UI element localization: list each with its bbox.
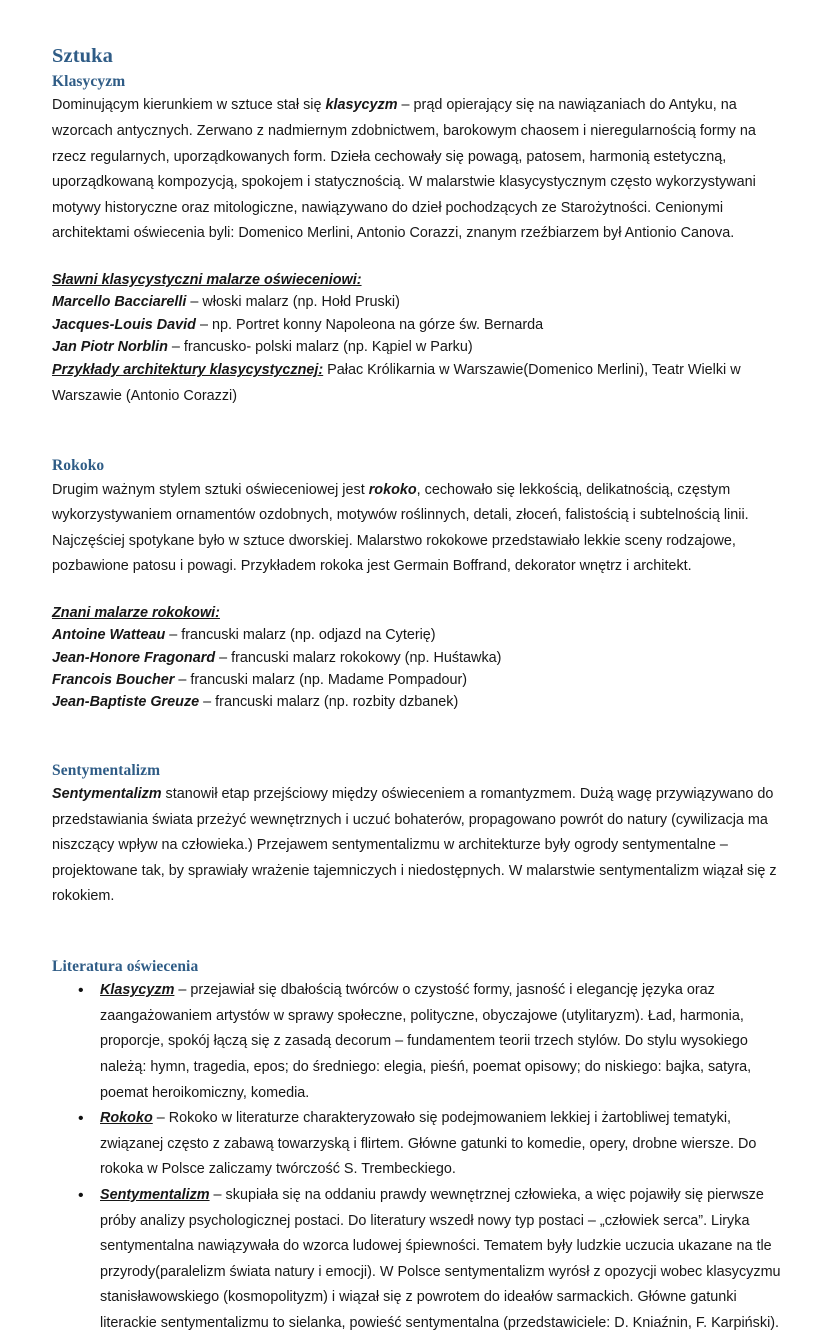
section-heading-klasycyzm: Klasycyzm [52,73,126,90]
klasycyzm-architecture-label: Przykłady architektury klasycystycznej: [52,362,324,379]
painter-name: Francois Boucher [52,671,175,688]
paragraph-sentymentalizm-emphasis: Sentymentalizm [52,785,162,802]
klasycyzm-painters-title-text: Sławni klasycystyczni malarze oświeceniowi: [52,271,362,288]
painter-desc: – francuski malarz (np. odjazd na Cyterię) [165,627,436,644]
list-item-term: Rokoko [100,1110,153,1127]
painter-desc: – włoski malarz (np. Hołd Pruski) [186,294,400,311]
section-heading-rokoko: Rokoko [52,457,105,475]
spacer [52,748,792,761]
document-body [52,44,792,1337]
paragraph-rokoko-emphasis: rokoko [368,481,417,498]
painter-name: Jan Piotr Norblin [52,338,168,355]
painter-desc: – francuski malarz rokokowy (np. Huśtawka) [215,649,502,666]
list-item-text: – Rokoko w literaturze charakteryzowało się podejmowaniem lekkiej i żartobliwej tematyki, związanej często z zabawą towarzyską i flirtem. Główne gatunki to komedie, opery, drobne wiersze. Do rokoka w Polsce zaliczamy twórczość S. Trembeckiego. [100,1110,757,1178]
rokoko-painter-item [52,624,792,646]
spacer [52,409,792,443]
rokoko-painters-title [52,602,792,624]
spacer [52,247,792,269]
paragraph-klasycyzm-emphasis: klasycyzm [325,97,398,114]
section-heading-sentymentalizm: Sentymentalizm [52,761,161,779]
klasycyzm-painter-item [52,314,792,336]
paragraph-rokoko [52,478,792,580]
painter-desc: – francuski malarz (np. Madame Pompadour) [174,671,468,688]
rokoko-painter-item [52,669,792,691]
list-item [52,1106,792,1183]
rokoko-painter-item [52,691,792,713]
list-item [52,978,792,1106]
klasycyzm-painters-title [52,269,792,291]
page-title: Sztuka [52,45,113,67]
section-heading-literatura: Literatura oświecenia [52,957,199,975]
spacer [52,443,792,456]
painter-desc: – np. Portret konny Napoleona na górze św. Bernarda [195,316,544,333]
painter-desc: – francusko- polski malarz (np. Kąpiel w Parku) [167,338,473,355]
painter-name: Jacques-Louis David [52,316,196,333]
painter-desc: – francuski malarz (np. rozbity dzbanek) [199,694,459,711]
list-item [52,1183,792,1337]
paragraph-klasycyzm-rest: – prąd opierający się na nawiązaniach do Antyku, na wzorcach antycznych. Zerwano z nadmiernym zdobnictwem, barokowym chaosem i nieregularnością formy na rzecz regularnych, uporządkowanych form. Dzieła cechowały się powagą, patosem, harmonią estetyczną, uporządkowaną kompozycją, spokojem i statycznością. W malarstwie klasycystycznym często wykorzystywani motywy historyczne oraz mitologiczne, nawiązywano do dzieł pochodzących ze Starożytności. Cenionymi architektami oświecenia byli: Domenico Merlini, Antonio Corazzi, znanym rzeźbiarzem był Antionio Canova. [52,97,756,242]
paragraph-sentymentalizm-rest: stanowił etap przejściowy między oświeceniem a romantyzmem. Dużą wagę przywiązywano do przedstawiania świata przeżyć wewnętrznych i uczuć bohaterów, propagowano powrót do natury (cywilizacja ma niszczący wpływ na człowieka.) Przejawem sentymentalizmu w architekturze były ogrody sentymentalne – projektowane tak, by sprawiały wrażenie tajemniczych i niedostępnych. W malarstwie sentymentalizm wiązał się z rokokiem. [52,785,777,905]
paragraph-sentymentalizm [52,782,792,910]
list-item-term: Klasycyzm [100,982,175,999]
klasycyzm-painter-item [52,291,792,313]
list-item-text: – skupiała się na oddaniu prawdy wewnętrznej człowieka, a więc pojawiły się pierwsze próby analizy psychologicznej postaci. Do literatury wszedł nowy typ postaci – „człowiek serca”. Liryka sentymentalna nawiązywała do wzorca ludowej śpiewności. Tematem były ludzkie uczucia ukazane na tle przyrody(paralelizm świata natury i emocji). W Polsce sentymentalizm wyrósł z opozycji wobec klasycyzmu stanisławowskiego (kosmopolityzm) i wiązał się z powrotem do ideałów sarmackich. Główne gatunki literackie sentymentalizmu to sielanka, powieść sentymentalna (przedstawiciele: D. Kniaźnin, F. Karpiński). [100,1187,781,1331]
klasycyzm-painter-item [52,336,792,358]
spacer [52,910,792,944]
painter-name: Marcello Bacciarelli [52,294,187,311]
paragraph-rokoko-lead: Drugim ważnym stylem sztuki oświeceniowej jest [52,481,369,498]
paragraph-klasycyzm-lead: Dominującym kierunkiem w sztuce stał się [52,97,326,114]
klasycyzm-architecture [52,358,792,409]
spacer [52,714,792,748]
list-item-term: Sentymentalizm [100,1187,210,1204]
list-item-text: – przejawiał się dbałością twórców o czystość formy, jasność i elegancję języka oraz zaangażowaniem artystów w sprawy społeczne, polityczne, obyczajowe (utylitaryzm). Ład, harmonia, proporcje, spokój łączą się z zasadą decorum – fundamentem teorii trzech stylów. Do stylu wysokiego należą: hymn, tragedia, epos; do średniego: elegia, pieśń, poemat opisowy; do niskiego: bajka, satyra, poemat heroikomiczny, komedia. [100,982,752,1101]
painter-name: Antoine Watteau [52,627,166,644]
rokoko-painter-item [52,647,792,669]
spacer [52,944,792,957]
literatura-list [52,978,792,1336]
painter-name: Jean-Baptiste Greuze [52,694,200,711]
paragraph-klasycyzm [52,93,792,247]
rokoko-painters-title-text: Znani malarze rokokowi: [52,605,220,622]
paragraph-rokoko-rest: , cechowało się lekkością, delikatnością, częstym wykorzystywaniem ornamentów ozdobnych, motywów roślinnych, detali, złoceń, falistością i subtelnością linii. Najczęściej spotykane było w sztuce dworskiej. Malarstwo rokokowe przedstawiało lekkie sceny rodzajowe, pozbawione patosu i powagi. Przykładem rokoka jest Germain Boffrand, dekorator wnętrz i architekt. [52,481,749,575]
klasycyzm-architecture-text: Pałac Królikarnia w Warszawie(Domenico Merlini), Teatr Wielki w Warszawie (Antonio Corazzi) [52,362,741,404]
painter-name: Jean-Honore Fragonard [52,649,216,666]
spacer [52,580,792,602]
